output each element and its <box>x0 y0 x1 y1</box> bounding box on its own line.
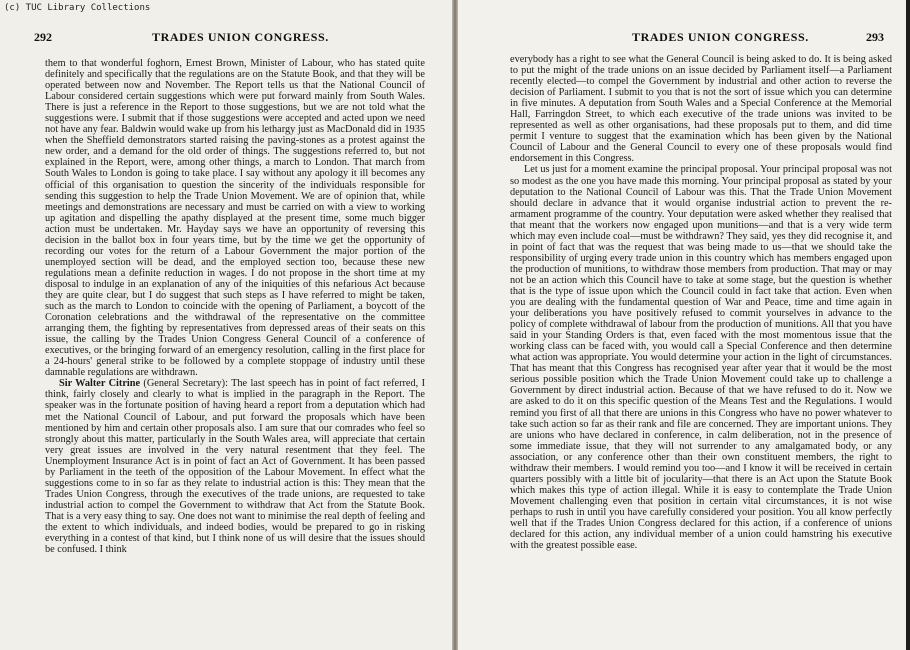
right-paragraph-2: Let us just for a moment examine the principal proposal. Your principal proposal was not so modest as the one you have made this morning. Your principal proposal as stated by your deputation to the National Council of Labour was this. That the Trade Union Movement should declare in advance that it would organise industrial action to prevent the re-armament programme of the country. Your deputation were asked whether they realised that that meant that the workers now engaged upon munitions—and that is a very wide term which may even include coal—must be withdrawn? They said, yes they did recognise it, and in point of fact that was the request that was being made to us—that we should take the responsibility of urging every trade union in this country which has members engaged upon the production of munitions, to withdraw those members from production. That may or may not be an action which this Council have to take at some stage, but the question is whether that is the type of issue upon which the Council could in fact take that action. Even when you are dealing with the fundamental question of War and Peace, time and time again in your deliberations you have positively refused to commit yourselves in advance to the policy of complete withdrawal of labour from the production of munitions. All that you have said in your Standing Orders is that, even faced with the most momentous issue that the working class can be faced with, you would call a Special Conference and then determine what action was appropriate. You would determine your action in the light of circumstances. That has meant that this Congress has recognised year after year that it would be the most serious possible position which the Trade Union Movement could take up to challenge a Government by direct industrial action. Because of that we have refused to do it. Now we are asked to do it on this specific question of the Means Test and the Regulations. I would remind you first of all that there are unions in this Congress who have no power whatever to take such action so far as their rank and file are concerned. They are important unions. They are unions who have declared in conference, in calm deliberation, not in the presence of some immediate issue, that they will not surrender to any amalgamated body, or any association, or any conference other than their own constituent members, the right to withdraw their members. I would remind you too—and I know it will be received in certain quarters possibly with a little bit of jocularity—that there is an Act upon the Statute Book which makes this type of action illegal. While it is easy to contemplate the Trade Union Movement challenging even that position in certain vital circumstances, it is not wise perhaps to rush in until you have carefully considered your position. You all know perfectly well that if the Trades Union Congress declared for this action, if a conference of unions declared for this action, any individual member of a union could hamstring his executive with the greatest possible ease. <box>510 164 892 552</box>
right-paragraph-1: everybody has a right to see what the General Council is being asked to do. It is being asked to put the might of the trade unions on an issue decided by Parliament itself—a Parliament recently elected—to compel the Government by industrial and other action to reverse the decision of Parliament. I submit to you that is not the sort of issue which you can determine in five minutes. A deputation from South Wales and a Special Conference at the Memorial Hall, Farringdon Street, to which each executive of the trade unions was invited to be represented as well as other organisations, had these proposals put to them, and did time permit I venture to suggest that the examination which has been given by the National Council of Labour and the General Council to every one of these proposals would find endorsement in this Congress. <box>510 54 892 165</box>
right-page <box>458 0 910 650</box>
left-body-text <box>45 58 425 555</box>
watermark-text: (c) TUC Library Collections <box>4 3 151 13</box>
speaker-name: Sir Walter Citrine <box>59 378 141 390</box>
right-page-number: 293 <box>866 30 884 44</box>
right-body-text <box>510 54 892 551</box>
left-paragraph-1: them to that wonderful foghorn, Ernest Brown, Minister of Labour, who has stated quite definitely and specifically that the regulations are on the Statute Book, and that they will be operated between now and November. The Report tells us that the National Council of Labour considered certain suggestions which were put forward mainly from South Wales. There is just a reference in the Report to those suggestions, but we are not told what the suggestions were. I submit that if those suggestions were accepted and acted upon we need not have any fear. Baldwin would wake up from his lethargy just as MacDonald did in 1935 when the Sheffield demonstrators started raising the paving-stones as a protest against the new order, and a demand for the old order of things. The suggestions referred to, but not explained in the Report, were, among other things, a march to London. That march from South Wales to London is going to take place. I say without any apology it ill becomes any official of this organisation to question the sincerity of the individuals responsible for sending this suggestion to help the Trade Union Movement. We are of opinion that, while meetings and demonstrations are necessary and must be carried on with a view to working up agitation and dispelling the apathy displayed at the present time, some much bigger action must be undertaken. Mr. Hayday says we have an opportunity of reversing this decision in the ballot box in four years time, but by the time we get the opportunity of recording our votes for the return of a Labour Government the major portion of the unemployed section will be dead, and the employed section too, because these new regulations mean a definite reduction in wages. I do not propose in the short time at my disposal to indulge in an explanation of any of the iniquities of this nefarious Act because they are quite clear, but I do suggest that such steps as I have referred to might be taken, such as the march to London to coincide with the opening of Parliament, a boycott of the Coronation celebrations and the withdrawal of the representative on the committee arranging them, the fighting by representatives from depressed areas of their seats on this issue, the calling by the Trades Union Congress General Council of a conference of executives, or the bringing forward of an emergency resolution, calling in the first place for a 24-hours' general strike to be followed by a complete stoppage of industry until these damnable regulations are withdrawn. <box>45 58 425 379</box>
left-page-number: 292 <box>34 30 52 44</box>
left-paragraph-2 <box>45 378 425 555</box>
speech-text: (General Secretary): The last speech has in point of fact referred, I think, fairly closely and clearly to what is implied in the paragraph in the Report. The speaker was in the fortunate position of having heard a report from a deputation which had met the National Council of Labour, and put forward the proposals which have been mentioned by him and certain other proposals also. I am sure that our comrades who feel so strongly about this matter, particularly in the South Wales area, will appreciate that certain very great issues are involved in the very natural resentment that they feel. The Unemployment Insurance Act is in point of fact an Act of Government. It has been passed by Parliament in the teeth of the opposition of the Labour Movement. In effect what the suggestions come to in so far as they relate to industrial action is this: They mean that the Trades Union Congress, through the executives of the trade unions, are requested to take industrial action to compel the Government to withdraw that Act from the Statute Book. That is a very easy thing to say. One does not want to minimise the real depth of feeling and the extent to which individuals, and indeed bodies, would be prepared to go in risking everything in a contest of that kind, but I think none of us will desire that the issues should be confused. I think <box>45 378 425 556</box>
left-running-title: TRADES UNION CONGRESS. <box>152 30 329 44</box>
left-page <box>0 0 452 650</box>
right-page-edge <box>906 0 910 650</box>
right-running-title: TRADES UNION CONGRESS. <box>632 30 809 44</box>
